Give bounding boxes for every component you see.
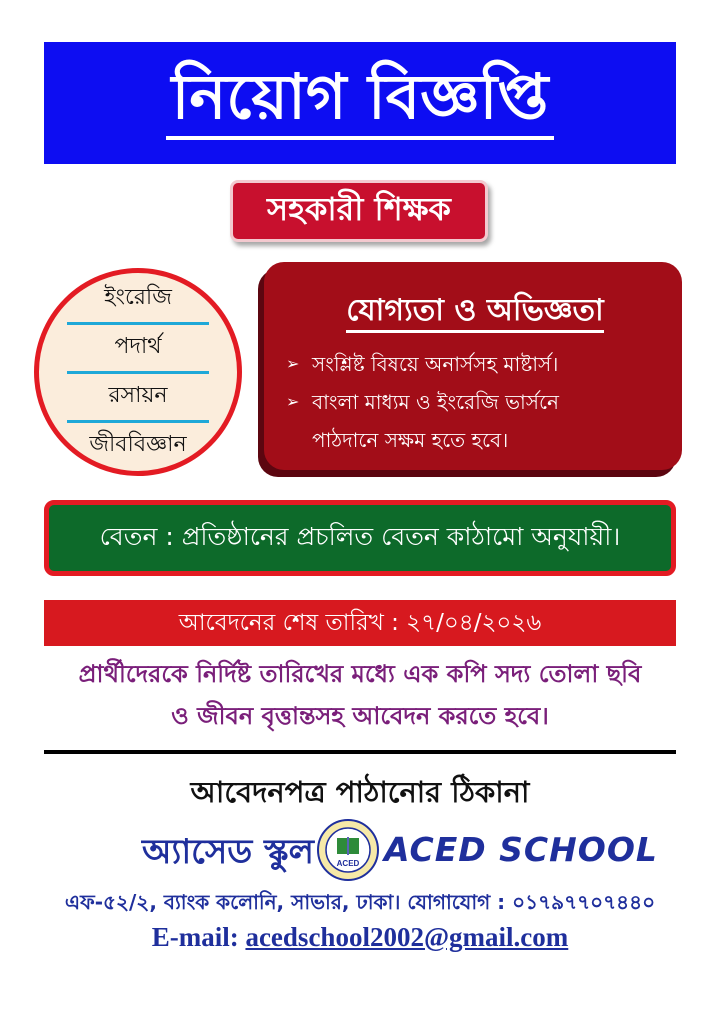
qualification-item — [286, 345, 664, 383]
school-name-bn: অ্যাসেড স্কুল — [142, 832, 314, 872]
deadline-bar — [44, 600, 676, 646]
qualification-box — [264, 262, 682, 470]
qualification-text: সংশ্লিষ্ট বিষয়ে অনার্সসহ মাষ্টার্স। — [312, 352, 559, 376]
qualification-item — [286, 383, 664, 421]
instruction-line: প্রার্থীদেরকে নির্দিষ্ট তারিখের মধ্যে এক কপি সদ্য তোলা ছবি — [78, 660, 642, 688]
subject-item: রসায়ন — [67, 374, 209, 423]
page-title: নিয়োগ বিজ্ঞপ্তি — [166, 66, 555, 140]
salary-text: বেতন : প্রতিষ্ঠানের প্রচলিত বেতন কাঠামো অনুযায়ী। — [99, 521, 621, 551]
post-title: সহকারী শিক্ষক — [267, 190, 451, 228]
deadline-text: আবেদনের শেষ তারিখ : ২৭/০৪/২০২৬ — [178, 609, 542, 636]
divider — [44, 750, 676, 754]
arrow-bullet-icon: ➢ — [286, 392, 300, 411]
post-badge — [230, 180, 488, 242]
school-name-en: ACED SCHOOL — [384, 830, 658, 869]
qualification-heading — [286, 286, 664, 337]
qualification-text: বাংলা মাধ্যম ও ইংরেজি ভার্সনে — [312, 390, 559, 414]
address-heading: আবেদনপত্র পাঠানোর ঠিকানা — [190, 775, 530, 809]
address-line: এফ-৫২/২, ব্যাংক কলোনি, সাভার, ঢাকা। যোগাযোগ : ০১৭৯৭৭০৭৪৪০ — [64, 890, 656, 914]
email-link[interactable]: acedschool2002@gmail.com — [245, 922, 569, 952]
email-line — [0, 922, 720, 953]
email-label: E-mail: — [151, 922, 239, 952]
qualification-heading-text: যোগ্যতা ও অভিজ্ঞতা — [346, 293, 604, 333]
school-logo — [316, 818, 380, 882]
subject-item: পদার্থ — [67, 325, 209, 374]
qualification-text-continued: পাঠদানে সক্ষম হতে হবে। — [312, 428, 509, 452]
subject-item: ইংরেজি — [67, 276, 209, 325]
instruction-line: ও জীবন বৃত্তান্তসহ আবেদন করতে হবে। — [171, 702, 549, 730]
arrow-bullet-icon: ➢ — [286, 354, 300, 373]
subject-item: জীববিজ্ঞান — [89, 431, 187, 457]
subject-list — [34, 268, 242, 476]
title-banner — [44, 42, 676, 164]
salary-box — [44, 500, 676, 576]
school-logo-text: ACED — [336, 859, 360, 868]
